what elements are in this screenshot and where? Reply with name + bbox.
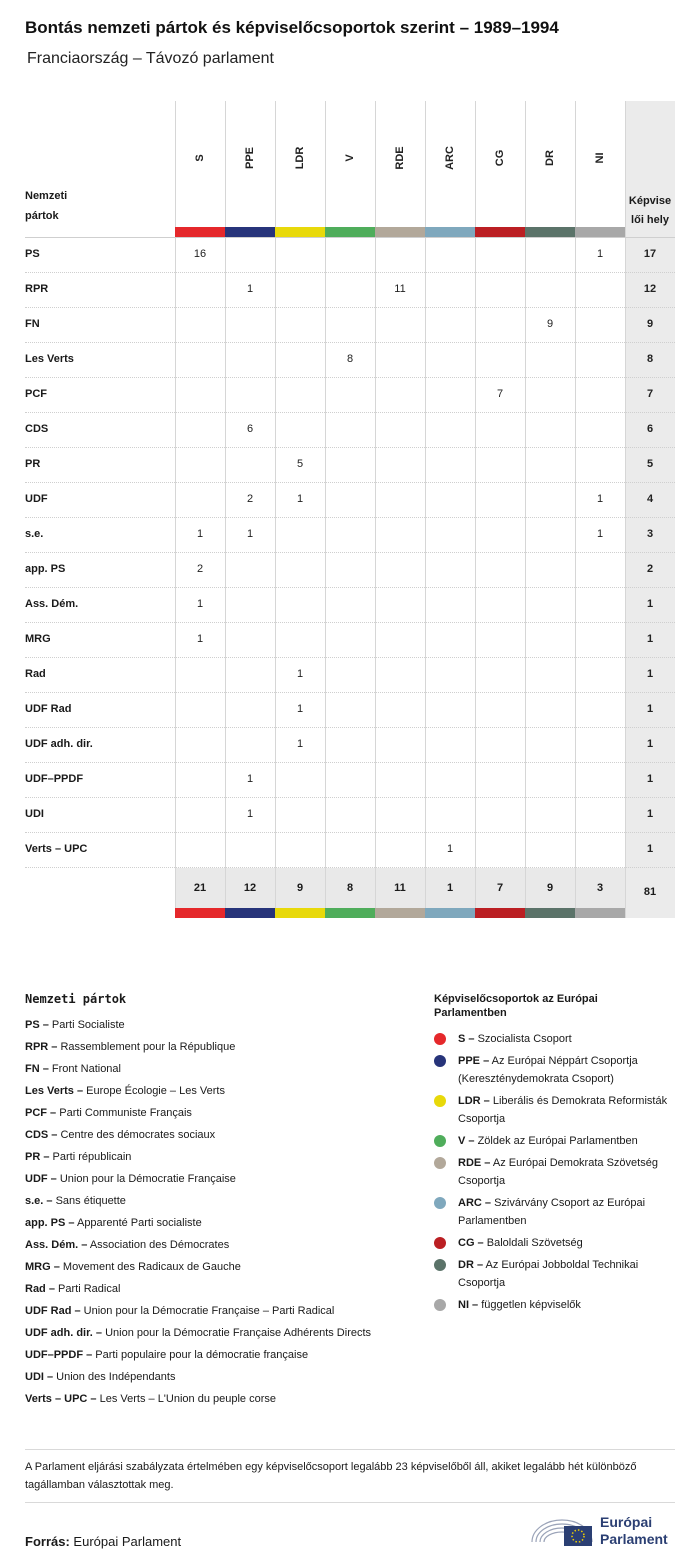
row-total-cell: 8	[646, 353, 654, 365]
group-total: 11	[394, 882, 406, 894]
seat-count-cell: 2	[196, 563, 204, 575]
footnote: A Parlament eljárási szabályzata értelmében egy képviselőcsoport legalább 23 képviselőből áll, akiket legalább hét különböző tagállamban választottak meg.	[25, 1461, 637, 1491]
seat-count-cell: 1	[196, 633, 204, 645]
group-header-rde	[375, 118, 425, 198]
row-total-cell: 12	[643, 283, 657, 295]
party-legend-item	[25, 1322, 371, 1344]
party-legend-title: Nemzeti pártok	[25, 992, 127, 1006]
row-separator	[25, 447, 675, 448]
group-color-bar	[375, 227, 425, 237]
seat-count-cell: 1	[296, 493, 304, 505]
group-legend-text	[458, 1092, 678, 1128]
group-color-bar-bottom	[325, 908, 375, 918]
group-header-v	[325, 118, 375, 198]
column-divider	[325, 101, 326, 918]
party-legend-item	[25, 1168, 236, 1190]
group-color-bar-bottom	[175, 908, 225, 918]
party-row-label: UDF	[25, 493, 48, 505]
group-abbr: NI –	[458, 1299, 479, 1311]
group-code-label: ARC	[444, 146, 456, 170]
party-legend-item	[25, 1124, 215, 1146]
group-color-bar-bottom	[225, 908, 275, 918]
row-separator	[25, 867, 675, 868]
group-color-bar	[275, 227, 325, 237]
group-legend-text	[458, 1052, 678, 1088]
group-total: 9	[546, 882, 554, 894]
seat-count-cell: 1	[596, 248, 604, 260]
group-color-bar-bottom	[525, 908, 575, 918]
party-row-label: UDF Rad	[25, 703, 72, 715]
party-abbr: CDS –	[25, 1129, 58, 1141]
group-abbr: S –	[458, 1033, 475, 1045]
row-separator	[25, 587, 675, 588]
row-separator	[25, 272, 675, 273]
row-total-cell: 7	[646, 388, 654, 400]
row-header-line1: Nemzeti	[25, 190, 68, 202]
group-color-dot-icon	[434, 1135, 446, 1147]
party-legend-item	[25, 1212, 202, 1234]
party-abbr: Rad –	[25, 1283, 55, 1295]
group-full-name: Baloldali Szövetség	[483, 1237, 583, 1249]
party-full-name: Association des Démocrates	[87, 1239, 230, 1251]
party-row-label: PS	[25, 248, 40, 260]
group-header-arc	[425, 118, 475, 198]
party-full-name: Parti Socialiste	[48, 1019, 125, 1031]
logo-text	[600, 1514, 668, 1548]
group-color-bar-bottom	[575, 908, 625, 918]
row-separator	[25, 412, 675, 413]
row-total-cell: 4	[646, 493, 654, 505]
party-legend-item	[25, 1344, 308, 1366]
group-full-name: Az Európai Jobboldal Technikai Csoportja	[458, 1259, 639, 1289]
party-row-label: Verts – UPC	[25, 843, 88, 855]
party-full-name: Parti Radical	[54, 1283, 121, 1295]
seat-count-cell: 1	[246, 773, 254, 785]
seat-count-cell: 1	[246, 808, 254, 820]
party-row-label: RPR	[25, 283, 49, 295]
group-abbr: PPE –	[458, 1055, 490, 1067]
party-row-label: Rad	[25, 668, 46, 680]
row-total-cell: 1	[646, 598, 654, 610]
source-label: Forrás:	[25, 1534, 70, 1549]
party-full-name: Parti populaire pour la démocratie française	[92, 1349, 309, 1361]
party-abbr: PCF –	[25, 1107, 57, 1119]
group-color-dot-icon	[434, 1055, 446, 1067]
row-total-cell: 1	[646, 808, 654, 820]
party-abbr: MRG –	[25, 1261, 60, 1273]
group-color-dot-icon	[434, 1033, 446, 1045]
row-separator	[25, 377, 675, 378]
seat-count-cell: 1	[196, 598, 204, 610]
row-separator	[25, 657, 675, 658]
party-abbr: s.e. –	[25, 1195, 53, 1207]
party-legend-item	[25, 1278, 120, 1300]
group-abbr: CG –	[458, 1237, 484, 1249]
party-legend-item	[25, 1190, 126, 1212]
group-header-dr	[525, 118, 575, 198]
group-color-bar	[475, 227, 525, 237]
group-code-label: V	[344, 154, 356, 162]
party-full-name: Union pour la Démocratie Française – Parti Radical	[80, 1305, 335, 1317]
group-full-name: Szocialista Csoport	[474, 1033, 572, 1045]
party-abbr: FN –	[25, 1063, 49, 1075]
party-abbr: UDF–PPDF –	[25, 1349, 93, 1361]
party-abbr: PR –	[25, 1151, 50, 1163]
seat-count-cell: 9	[546, 318, 554, 330]
party-abbr: app. PS –	[25, 1217, 75, 1229]
party-row-label: s.e.	[25, 528, 44, 540]
group-color-dot-icon	[434, 1299, 446, 1311]
group-header-cg	[475, 118, 525, 198]
european-parliament-logo	[530, 1512, 680, 1552]
column-divider	[375, 101, 376, 918]
total-header-line1: Képvise	[628, 195, 672, 207]
group-legend-text	[458, 1256, 678, 1292]
row-header-line2: pártok	[25, 210, 59, 222]
group-color-bar	[525, 227, 575, 237]
row-separator	[25, 797, 675, 798]
group-color-bar	[225, 227, 275, 237]
party-abbr: Verts – UPC –	[25, 1393, 97, 1405]
group-legend-text	[458, 1030, 678, 1048]
seat-count-cell: 1	[296, 668, 304, 680]
group-color-bar	[425, 227, 475, 237]
row-header	[25, 186, 95, 226]
party-legend-item	[25, 1256, 241, 1278]
seat-count-cell: 11	[394, 283, 406, 295]
group-color-dot-icon	[434, 1237, 446, 1249]
group-total: 8	[346, 882, 354, 894]
logo-line2: Parlament	[600, 1531, 668, 1547]
row-total-cell: 1	[646, 668, 654, 680]
group-abbr: LDR –	[458, 1095, 490, 1107]
chart-subtitle: Franciaország – Távozó parlament	[27, 50, 274, 67]
party-row-label: app. PS	[25, 563, 66, 575]
party-row-label: PCF	[25, 388, 47, 400]
row-total-cell: 9	[646, 318, 654, 330]
row-total-cell: 1	[646, 843, 654, 855]
party-row-label: UDI	[25, 808, 44, 820]
row-total-cell: 5	[646, 458, 654, 470]
group-full-name: Az Európai Néppárt Csoportja (Kereszténydemokrata Csoport)	[458, 1055, 638, 1085]
row-total-cell: 1	[646, 633, 654, 645]
source-value: Európai Parlament	[73, 1534, 182, 1549]
group-header-ppe	[225, 118, 275, 198]
group-color-dot-icon	[434, 1197, 446, 1209]
party-full-name: Movement des Radicaux de Gauche	[59, 1261, 241, 1273]
seat-count-cell: 1	[296, 738, 304, 750]
seat-count-cell: 16	[193, 248, 207, 260]
party-legend-item	[25, 1146, 131, 1168]
group-color-bar	[175, 227, 225, 237]
seat-count-cell: 1	[246, 528, 254, 540]
group-total: 12	[243, 882, 257, 894]
party-legend-item	[25, 1300, 334, 1322]
group-color-bar-bottom	[425, 908, 475, 918]
party-row-label: FN	[25, 318, 40, 330]
logo-line1: Európai	[600, 1514, 653, 1530]
parliament-emblem-icon	[530, 1512, 596, 1552]
group-color-dot-icon	[434, 1095, 446, 1107]
column-divider	[175, 101, 176, 918]
seat-count-cell: 1	[596, 493, 604, 505]
group-color-bar	[325, 227, 375, 237]
group-color-dot-icon	[434, 1157, 446, 1169]
group-abbr: DR –	[458, 1259, 484, 1271]
group-code-label: PPE	[244, 146, 256, 170]
row-total-cell: 1	[646, 773, 654, 785]
group-code-label: LDR	[294, 146, 306, 170]
group-full-name: Az Európai Demokrata Szövetség Csoportja	[458, 1157, 658, 1187]
party-legend-item	[25, 1058, 121, 1080]
column-divider	[525, 101, 526, 918]
grand-total: 81	[643, 886, 657, 898]
party-row-label: CDS	[25, 423, 49, 435]
group-full-name: Szivárvány Csoport az Európai Parlamentben	[458, 1197, 646, 1227]
party-legend-item	[25, 1102, 192, 1124]
seat-count-cell: 1	[596, 528, 604, 540]
seat-count-cell: 8	[346, 353, 354, 365]
group-total: 21	[193, 882, 207, 894]
group-abbr: ARC –	[458, 1197, 492, 1209]
column-divider	[475, 101, 476, 918]
group-total: 9	[296, 882, 304, 894]
group-total: 1	[446, 882, 454, 894]
seat-count-cell: 5	[296, 458, 304, 470]
total-header-line2: lői hely	[631, 214, 669, 226]
column-divider	[425, 101, 426, 918]
party-abbr: RPR –	[25, 1041, 58, 1053]
row-total-cell: 1	[646, 703, 654, 715]
party-abbr: UDF adh. dir. –	[25, 1327, 103, 1339]
party-row-label: UDF–PPDF	[25, 773, 84, 785]
party-row-label: PR	[25, 458, 41, 470]
party-full-name: Parti Communiste Français	[56, 1107, 192, 1119]
group-full-name: független képviselők	[478, 1299, 581, 1311]
seat-count-cell: 1	[296, 703, 304, 715]
chart-title: Bontás nemzeti pártok és képviselőcsoportok szerint – 1989–1994	[25, 18, 559, 37]
group-code-label: DR	[544, 150, 556, 166]
group-code-label: RDE	[394, 146, 406, 170]
group-color-dot-icon	[434, 1259, 446, 1271]
row-separator	[25, 832, 675, 833]
party-legend-item	[25, 1014, 125, 1036]
row-total-cell: 2	[646, 563, 654, 575]
group-code-label: CG	[494, 149, 506, 167]
party-legend-item	[25, 1388, 276, 1410]
group-legend-text	[458, 1234, 678, 1252]
party-full-name: Europe Écologie – Les Verts	[83, 1085, 225, 1097]
party-abbr: Les Verts –	[25, 1085, 84, 1097]
row-separator	[25, 552, 675, 553]
group-full-name: Zöldek az Európai Parlamentben	[474, 1135, 638, 1147]
party-abbr: UDI –	[25, 1371, 54, 1383]
group-abbr: V –	[458, 1135, 475, 1147]
party-full-name: Les Verts – L'Union du peuple corse	[96, 1393, 276, 1405]
group-color-bar-bottom	[475, 908, 525, 918]
party-full-name: Apparenté Parti socialiste	[74, 1217, 202, 1229]
group-total: 7	[496, 882, 504, 894]
party-row-label: UDF adh. dir.	[25, 738, 93, 750]
party-abbr: Ass. Dém. –	[25, 1239, 88, 1251]
group-header-s	[175, 118, 225, 198]
row-separator	[25, 727, 675, 728]
group-legend-text	[458, 1296, 678, 1314]
party-full-name: Union pour la Démocratie Française Adhérents Directs	[102, 1327, 372, 1339]
seat-count-cell: 1	[446, 843, 454, 855]
row-separator	[25, 692, 675, 693]
group-header-ni	[575, 118, 625, 198]
group-abbr: RDE –	[458, 1157, 491, 1169]
row-total-cell: 1	[646, 738, 654, 750]
party-full-name: Parti républicain	[49, 1151, 132, 1163]
party-abbr: PS –	[25, 1019, 49, 1031]
row-total-cell: 3	[646, 528, 654, 540]
divider	[25, 1449, 675, 1450]
group-color-bar	[575, 227, 625, 237]
seat-count-cell: 2	[246, 493, 254, 505]
seat-count-cell: 1	[246, 283, 254, 295]
party-full-name: Union des Indépendants	[53, 1371, 176, 1383]
party-row-label: Les Verts	[25, 353, 74, 365]
party-legend-item	[25, 1036, 235, 1058]
group-legend-text	[458, 1194, 678, 1230]
group-color-bar-bottom	[275, 908, 325, 918]
group-legend-title: Képviselőcsoportok az Európai Parlamentben	[434, 993, 598, 1019]
party-full-name: Front National	[48, 1063, 121, 1075]
group-legend-text	[458, 1154, 678, 1190]
party-legend-item	[25, 1366, 175, 1388]
seat-count-cell: 1	[196, 528, 204, 540]
group-code-label: S	[194, 154, 206, 162]
row-total-cell: 6	[646, 423, 654, 435]
party-legend-item	[25, 1234, 229, 1256]
row-total-cell: 17	[643, 248, 657, 260]
group-header-ldr	[275, 118, 325, 198]
divider	[25, 1502, 675, 1503]
party-row-label: Ass. Dém.	[25, 598, 79, 610]
row-separator	[25, 307, 675, 308]
party-legend-item	[25, 1080, 225, 1102]
row-separator	[25, 622, 675, 623]
row-separator	[25, 762, 675, 763]
party-full-name: Sans étiquette	[52, 1195, 126, 1207]
group-legend-text	[458, 1132, 678, 1150]
party-full-name: Rassemblement pour la République	[57, 1041, 236, 1053]
seat-count-cell: 6	[246, 423, 254, 435]
source-line	[25, 1534, 181, 1549]
seat-count-cell: 7	[496, 388, 504, 400]
party-abbr: UDF Rad –	[25, 1305, 81, 1317]
total-header	[625, 192, 675, 230]
party-abbr: UDF –	[25, 1173, 57, 1185]
party-full-name: Union pour la Démocratie Française	[56, 1173, 236, 1185]
group-code-label: NI	[594, 152, 606, 164]
group-color-bar-bottom	[375, 908, 425, 918]
party-full-name: Centre des démocrates sociaux	[57, 1129, 216, 1141]
party-row-label: MRG	[25, 633, 51, 645]
group-total: 3	[596, 882, 604, 894]
group-full-name: Liberális és Demokrata Reformisták Csoportja	[458, 1095, 668, 1125]
